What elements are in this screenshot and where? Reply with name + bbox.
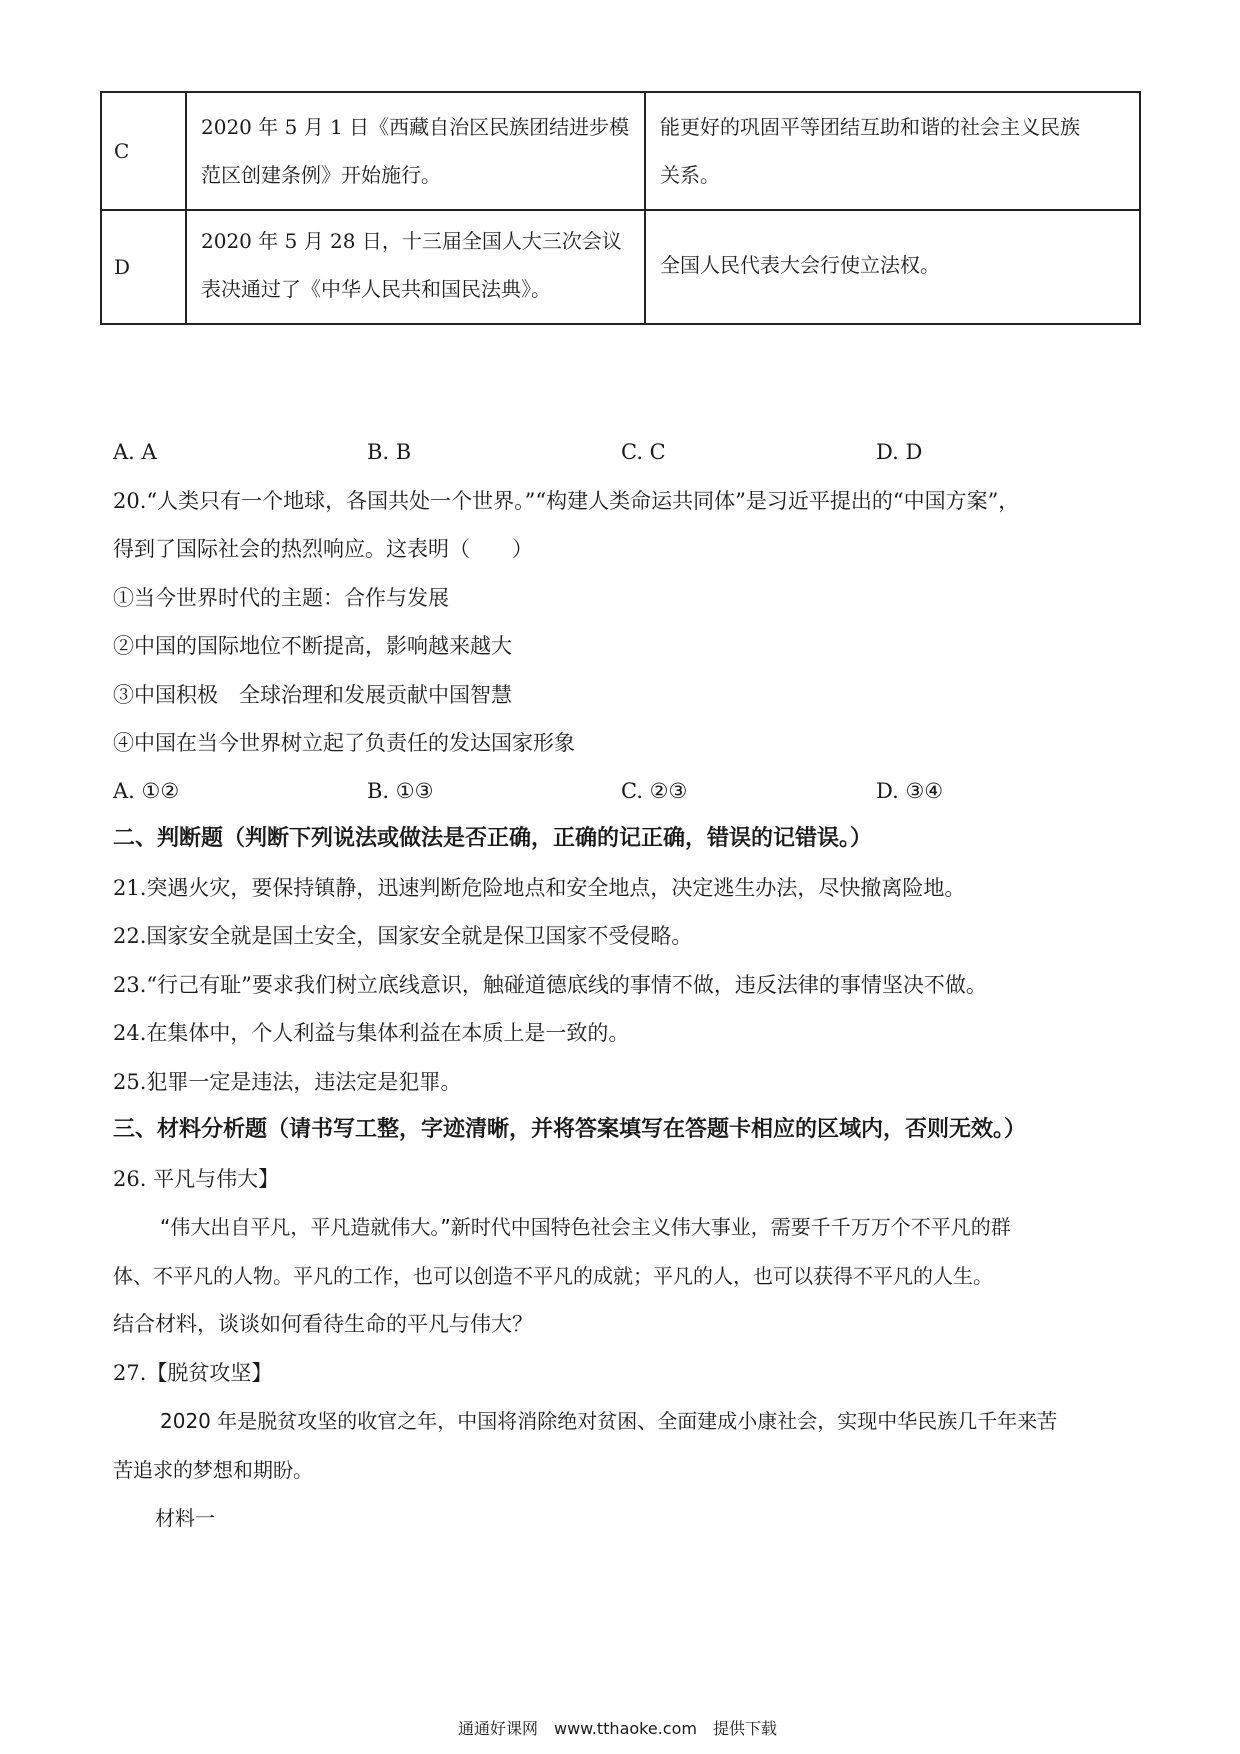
cell-line: 表决通过了《中华人民共和国民法典》。 [201, 277, 551, 301]
option-d: D. ③④ [876, 779, 944, 803]
question-item: 21.突遇火灾，要保持镇静，迅速判断危险地点和安全地点，决定逃生办法，尽快撤离险地。 [113, 876, 966, 900]
cell-line: 全国人民代表大会行使立法权。 [660, 253, 940, 277]
cell-line: 2020 年 5 月 28 日，十三届全国人大三次会议 [201, 229, 622, 253]
table-cell-event [201, 103, 631, 199]
option-a: A. A [113, 440, 157, 464]
cell-line: 关系。 [660, 163, 720, 187]
table-divider [102, 209, 1139, 211]
table-divider [185, 93, 187, 323]
section-heading: 二、判断题（判断下列说法或做法是否正确，正确的记正确，错误的记错误。） [113, 826, 873, 851]
question-27-material: 苦追求的梦想和期盼。 [113, 1458, 313, 1482]
cell-line: 范区创建条例》开始施行。 [201, 163, 441, 187]
table-divider [644, 93, 646, 323]
table-cell-meaning [660, 241, 1130, 289]
row-letter: D [114, 255, 131, 279]
option-b: B. ①③ [367, 779, 434, 803]
question-20-item: ①当今世界时代的主题：合作与发展 [113, 586, 449, 610]
question-item: 25.犯罪一定是违法，违法定是犯罪。 [113, 1070, 462, 1094]
option-c: C. C [621, 440, 666, 464]
page-footer: 通通好课网 www.tthaoke.com 提供下载 [458, 1719, 777, 1738]
cell-line: 2020 年 5 月 1 日《西藏自治区民族团结进步模 [201, 115, 630, 139]
section-heading: 三、材料分析题（请书写工整，字迹清晰，并将答案填写在答题卡相应的区域内，否则无效。） [113, 1117, 1027, 1142]
table-cell-event [201, 217, 631, 313]
question-20-item: ②中国的国际地位不断提高，影响越来越大 [113, 634, 512, 658]
question-26-material: 体、不平凡的人物。平凡的工作，也可以创造不平凡的成就；平凡的人，也可以获得不平凡的人生。 [113, 1264, 993, 1288]
cell-line: 能更好的巩固平等团结互助和谐的社会主义民族 [660, 115, 1080, 139]
row-letter: C [114, 139, 130, 163]
option-d: D. D [876, 440, 923, 464]
question-item: 22.国家安全就是国土安全，国家安全就是保卫国家不受侵略。 [113, 924, 693, 948]
table-cell-meaning [660, 103, 1130, 199]
question-20-stem: 20.“人类只有一个地球，各国共处一个世界。”“构建人类命运共同体”是习近平提出的“中国方案”， [113, 489, 1020, 513]
question-20-item: ③中国积极 全球治理和发展贡献中国智慧 [113, 683, 512, 707]
question-27-material: 2020 年是脱贫攻坚的收官之年，中国将消除绝对贫困、全面建成小康社会，实现中华民族几千年来苦 [160, 1409, 1058, 1433]
question-26-prompt: 结合材料，谈谈如何看待生命的平凡与伟大？ [113, 1312, 533, 1336]
question-20-item: ④中国在当今世界树立起了负责任的发达国家形象 [113, 731, 575, 755]
answer-table [100, 91, 1141, 325]
question-item: 24.在集体中，个人利益与集体利益在本质上是一致的。 [113, 1021, 630, 1045]
question-26-material: “伟大出自平凡，平凡造就伟大。”新时代中国特色社会主义伟大事业，需要千千万万个不平凡的群 [160, 1215, 1011, 1239]
option-b: B. B [367, 440, 412, 464]
question-26-title: 26. 平凡与伟大】 [113, 1167, 280, 1191]
question-20-stem: 得到了国际社会的热烈响应。这表明（ ） [113, 537, 533, 561]
material-label: 材料一 [155, 1506, 215, 1530]
question-27-title: 27.【脱贫攻坚】 [113, 1361, 273, 1385]
question-item: 23.“行己有耻”要求我们树立底线意识，触碰道德底线的事情不做，违反法律的事情坚决不做。 [113, 973, 987, 997]
option-c: C. ②③ [621, 779, 688, 803]
option-a: A. ①② [113, 779, 180, 803]
